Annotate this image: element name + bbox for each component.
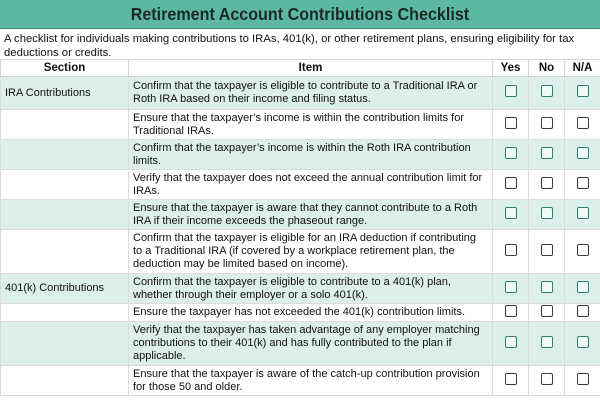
yes-cell xyxy=(493,140,529,170)
yes-cell xyxy=(493,274,529,304)
na-checkbox[interactable] xyxy=(577,281,589,293)
item-cell: Ensure that the taxpayer is aware that they cannot contribute to a Roth IRA if their income exceeds the phaseout range. xyxy=(129,200,493,230)
header-no: No xyxy=(529,60,565,77)
yes-cell xyxy=(493,366,529,396)
no-cell xyxy=(529,170,565,200)
no-checkbox[interactable] xyxy=(541,336,553,348)
yes-cell xyxy=(493,110,529,140)
item-cell: Confirm that the taxpayer is eligible to contribute to a Traditional IRA or Roth IRA based on their income and filing status. xyxy=(129,77,493,110)
na-cell xyxy=(565,366,600,396)
na-checkbox[interactable] xyxy=(577,336,589,348)
na-checkbox[interactable] xyxy=(577,207,589,219)
header-na: N/A xyxy=(565,60,600,77)
table-row xyxy=(1,274,600,304)
no-checkbox[interactable] xyxy=(541,117,553,129)
yes-checkbox[interactable] xyxy=(505,117,517,129)
item-cell: Ensure the taxpayer has not exceeded the 401(k) contribution limits. xyxy=(129,304,493,322)
table-row xyxy=(1,366,600,396)
section-cell xyxy=(1,140,129,170)
item-cell: Confirm that the taxpayer’s income is within the Roth IRA contribution limits. xyxy=(129,140,493,170)
na-checkbox[interactable] xyxy=(577,177,589,189)
yes-checkbox[interactable] xyxy=(505,85,517,97)
checklist-table xyxy=(0,59,600,396)
header-item: Item xyxy=(129,60,493,77)
no-cell xyxy=(529,366,565,396)
page-title: Retirement Account Contributions Checklist xyxy=(130,3,470,24)
table-row xyxy=(1,230,600,274)
section-cell xyxy=(1,304,129,322)
no-checkbox[interactable] xyxy=(541,305,553,317)
table-row xyxy=(1,140,600,170)
section-cell xyxy=(1,322,129,366)
no-checkbox[interactable] xyxy=(541,207,553,219)
section-cell xyxy=(1,110,129,140)
na-checkbox[interactable] xyxy=(577,305,589,317)
no-checkbox[interactable] xyxy=(541,281,553,293)
section-cell xyxy=(1,200,129,230)
na-cell xyxy=(565,230,600,274)
yes-cell xyxy=(493,322,529,366)
na-cell xyxy=(565,110,600,140)
table-row xyxy=(1,77,600,110)
item-cell: Confirm that the taxpayer is eligible for an IRA deduction if contributing to a Traditional IRA (if covered by a workplace retirement plan, the deduction may be limited based on income). xyxy=(129,230,493,274)
header-yes: Yes xyxy=(493,60,529,77)
no-checkbox[interactable] xyxy=(541,244,553,256)
na-checkbox[interactable] xyxy=(577,373,589,385)
yes-cell xyxy=(493,230,529,274)
yes-checkbox[interactable] xyxy=(505,281,517,293)
header-row xyxy=(1,60,600,77)
yes-cell xyxy=(493,304,529,322)
item-cell: Ensure that the taxpayer is aware of the catch-up contribution provision for those 50 and older. xyxy=(129,366,493,396)
yes-checkbox[interactable] xyxy=(505,305,517,317)
no-cell xyxy=(529,304,565,322)
no-cell xyxy=(529,77,565,110)
na-checkbox[interactable] xyxy=(577,85,589,97)
na-checkbox[interactable] xyxy=(577,117,589,129)
na-cell xyxy=(565,170,600,200)
yes-checkbox[interactable] xyxy=(505,244,517,256)
no-checkbox[interactable] xyxy=(541,85,553,97)
na-cell xyxy=(565,140,600,170)
yes-checkbox[interactable] xyxy=(505,207,517,219)
na-cell xyxy=(565,322,600,366)
item-cell: Verify that the taxpayer has taken advantage of any employer matching contributions to their 401(k) and has fully contributed to the plan if applicable. xyxy=(129,322,493,366)
section-cell: 401(k) Contributions xyxy=(1,274,129,304)
title-bar xyxy=(0,0,600,29)
yes-cell xyxy=(493,170,529,200)
na-checkbox[interactable] xyxy=(577,244,589,256)
no-checkbox[interactable] xyxy=(541,147,553,159)
no-cell xyxy=(529,200,565,230)
section-cell: IRA Contributions xyxy=(1,77,129,110)
table-row xyxy=(1,200,600,230)
yes-cell xyxy=(493,77,529,110)
item-cell: Verify that the taxpayer does not exceed the annual contribution limit for IRAs. xyxy=(129,170,493,200)
no-cell xyxy=(529,274,565,304)
item-cell: Ensure that the taxpayer’s income is within the contribution limits for Traditional IRAs. xyxy=(129,110,493,140)
table-row xyxy=(1,322,600,366)
table-row xyxy=(1,170,600,200)
no-cell xyxy=(529,110,565,140)
no-cell xyxy=(529,322,565,366)
no-checkbox[interactable] xyxy=(541,373,553,385)
description: A checklist for individuals making contributions to IRAs, 401(k), or other retirement plans, ensuring eligibility for tax deductions or credits. xyxy=(4,33,575,59)
na-cell xyxy=(565,77,600,110)
item-cell: Confirm that the taxpayer is eligible to contribute to a 401(k) plan, whether through their employer or a solo 401(k). xyxy=(129,274,493,304)
header-section: Section xyxy=(1,60,129,77)
yes-checkbox[interactable] xyxy=(505,177,517,189)
section-cell xyxy=(1,170,129,200)
na-cell xyxy=(565,274,600,304)
table-row xyxy=(1,304,600,322)
na-checkbox[interactable] xyxy=(577,147,589,159)
yes-checkbox[interactable] xyxy=(505,373,517,385)
no-cell xyxy=(529,140,565,170)
section-cell xyxy=(1,230,129,274)
na-cell xyxy=(565,304,600,322)
table-row xyxy=(1,110,600,140)
na-cell xyxy=(565,200,600,230)
no-cell xyxy=(529,230,565,274)
no-checkbox[interactable] xyxy=(541,177,553,189)
yes-checkbox[interactable] xyxy=(505,147,517,159)
section-cell xyxy=(1,366,129,396)
yes-checkbox[interactable] xyxy=(505,336,517,348)
yes-cell xyxy=(493,200,529,230)
